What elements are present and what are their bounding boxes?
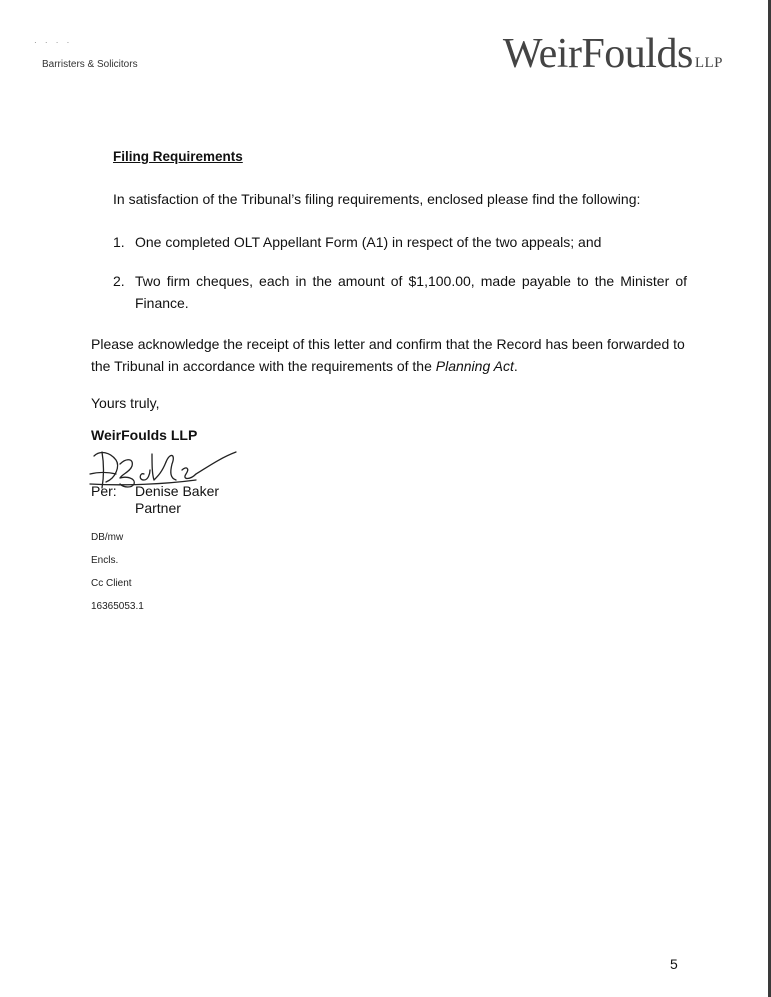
acknowledgement-paragraph: [91, 333, 691, 377]
document-number: 16365053.1: [91, 601, 144, 612]
list-item-number: 1.: [113, 234, 125, 250]
signatory-firm: WeirFoulds LLP: [91, 427, 198, 443]
acknowledgement-end: .: [513, 358, 518, 374]
section-heading: Filing Requirements: [113, 149, 243, 164]
scan-specks: · · · ·: [34, 38, 73, 47]
firm-tagline: Barristers & Solicitors: [42, 59, 138, 70]
list-item-number: 2.: [113, 273, 125, 289]
logo-name: WeirFoulds: [502, 31, 693, 77]
page-number: 5: [670, 956, 678, 972]
acknowledgement-text: Please acknowledge the receipt of this letter and confirm that the Record has been forwarded to the Tribunal in accordance with the requirements of the: [91, 336, 685, 374]
closing: Yours truly,: [91, 395, 160, 411]
enclosures-note: Encls.: [91, 555, 119, 566]
list-item-text: Two firm cheques, each in the amount of $1,100.00, made payable to the Minister of Finance.: [135, 273, 687, 311]
logo-suffix: LLP: [694, 55, 723, 71]
firm-logo: [503, 30, 723, 78]
signer-title: Partner: [135, 500, 181, 516]
cc-note: Cc Client: [91, 578, 132, 589]
act-name: Planning Act: [435, 358, 514, 374]
list-item-text: One completed OLT Appellant Form (A1) in respect of the two appeals; and: [135, 234, 602, 250]
intro-paragraph: In satisfaction of the Tribunal’s filing requirements, enclosed please find the following:: [113, 191, 641, 207]
per-label: Per:: [91, 483, 117, 499]
reference-initials: DB/mw: [91, 532, 124, 543]
signer-name: Denise Baker: [135, 483, 220, 499]
